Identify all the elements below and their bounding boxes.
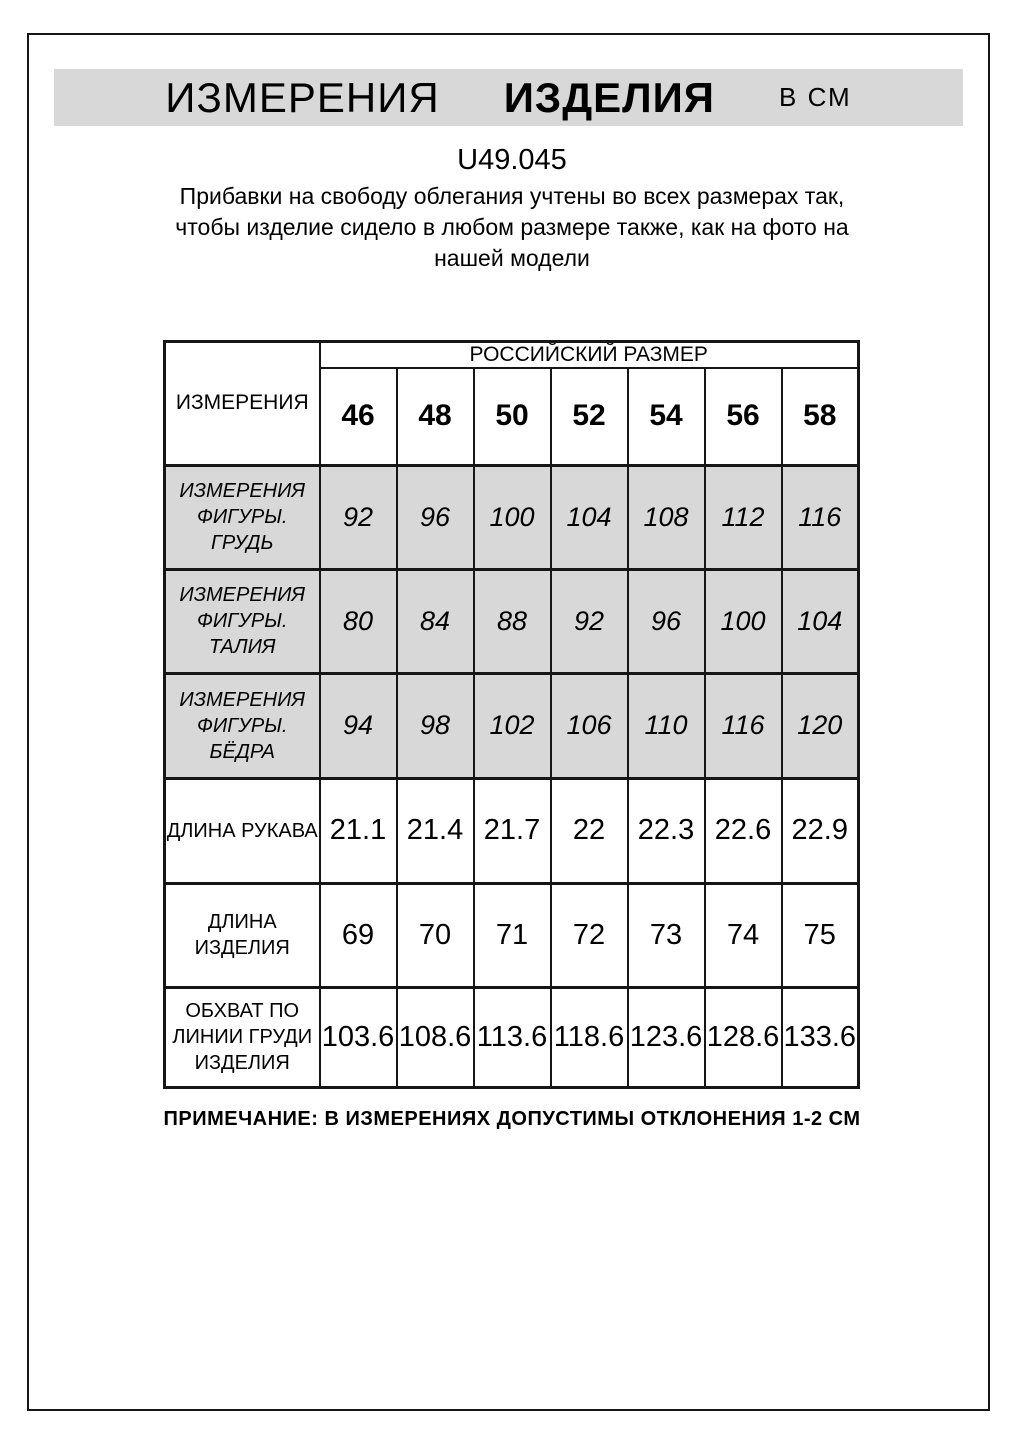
value-cell: 22.3 xyxy=(628,778,705,883)
value-cell: 102 xyxy=(474,673,551,778)
value-cell: 100 xyxy=(705,569,782,673)
value-cell: 73 xyxy=(628,883,705,987)
table-row xyxy=(165,465,859,569)
value-cell: 70 xyxy=(397,883,474,987)
value-cell: 21.7 xyxy=(474,778,551,883)
intro-line: Прибавки на свободу облегания учтены во всех размерах так, xyxy=(179,183,845,209)
size-header-cell: 46 xyxy=(320,368,397,465)
value-cell: 120 xyxy=(782,673,859,778)
value-cell: 112 xyxy=(705,465,782,569)
value-cell: 108.6 xyxy=(397,987,474,1087)
row-label-cell: ОБХВАТ ПО ЛИНИИ ГРУДИ ИЗДЕЛИЯ xyxy=(165,987,320,1087)
value-cell: 133.6 xyxy=(782,987,859,1087)
size-header-cell: 56 xyxy=(705,368,782,465)
value-cell: 113.6 xyxy=(474,987,551,1087)
table-row xyxy=(165,883,859,987)
intro-line: чтобы изделие сидело в любом размере также, как на фото на xyxy=(175,214,849,240)
title-bar xyxy=(54,69,963,126)
article-code: U49.045 xyxy=(457,144,567,176)
row-label-cell: ДЛИНА ИЗДЕЛИЯ xyxy=(165,883,320,987)
table-row xyxy=(165,673,859,778)
row-label-cell: ДЛИНА РУКАВА xyxy=(165,778,320,883)
value-cell: 104 xyxy=(551,465,628,569)
page-title-product: ИЗДЕЛИЯ xyxy=(503,73,715,121)
value-cell: 96 xyxy=(397,465,474,569)
value-cell: 75 xyxy=(782,883,859,987)
table-row xyxy=(165,987,859,1087)
value-cell: 22 xyxy=(551,778,628,883)
value-cell: 84 xyxy=(397,569,474,673)
value-cell: 69 xyxy=(320,883,397,987)
value-cell: 108 xyxy=(628,465,705,569)
table-row xyxy=(165,778,859,883)
value-cell: 80 xyxy=(320,569,397,673)
size-table xyxy=(163,340,860,1089)
value-cell: 128.6 xyxy=(705,987,782,1087)
size-header-cell: 48 xyxy=(397,368,474,465)
value-cell: 116 xyxy=(705,673,782,778)
value-cell: 100 xyxy=(474,465,551,569)
value-cell: 21.4 xyxy=(397,778,474,883)
value-cell: 92 xyxy=(320,465,397,569)
size-header-cell: 52 xyxy=(551,368,628,465)
value-cell: 71 xyxy=(474,883,551,987)
value-cell: 22.9 xyxy=(782,778,859,883)
value-cell: 22.6 xyxy=(705,778,782,883)
size-header-cell: 54 xyxy=(628,368,705,465)
size-header-cell: 50 xyxy=(474,368,551,465)
row-label-cell: ИЗМЕРЕНИЯ ФИГУРЫ. ГРУДЬ xyxy=(165,465,320,569)
size-header-cell: 58 xyxy=(782,368,859,465)
value-cell: 72 xyxy=(551,883,628,987)
value-cell: 21.1 xyxy=(320,778,397,883)
value-cell: 103.6 xyxy=(320,987,397,1087)
value-cell: 94 xyxy=(320,673,397,778)
value-cell: 123.6 xyxy=(628,987,705,1087)
value-cell: 110 xyxy=(628,673,705,778)
value-cell: 106 xyxy=(551,673,628,778)
corner-label-cell: ИЗМЕРЕНИЯ xyxy=(165,342,320,466)
value-cell: 104 xyxy=(782,569,859,673)
group-header-cell: РОССИЙСКИЙ РАЗМЕР xyxy=(320,342,859,369)
value-cell: 96 xyxy=(628,569,705,673)
table-header-group-row xyxy=(165,342,859,369)
row-label-cell: ИЗМЕРЕНИЯ ФИГУРЫ. БЁДРА xyxy=(165,673,320,778)
page-title-measurements: ИЗМЕРЕНИЯ xyxy=(165,73,440,121)
value-cell: 88 xyxy=(474,569,551,673)
value-cell: 118.6 xyxy=(551,987,628,1087)
intro-line: нашей модели xyxy=(434,245,590,271)
page-title-unit: В СМ xyxy=(779,82,852,112)
note-text: ПРИМЕЧАНИЕ: В ИЗМЕРЕНИЯХ ДОПУСТИМЫ ОТКЛОНЕНИЯ 1-2 СМ xyxy=(163,1108,861,1130)
row-label-cell: ИЗМЕРЕНИЯ ФИГУРЫ. ТАЛИЯ xyxy=(165,569,320,673)
value-cell: 116 xyxy=(782,465,859,569)
intro-text xyxy=(0,181,1024,274)
value-cell: 98 xyxy=(397,673,474,778)
value-cell: 92 xyxy=(551,569,628,673)
value-cell: 74 xyxy=(705,883,782,987)
table-row xyxy=(165,569,859,673)
